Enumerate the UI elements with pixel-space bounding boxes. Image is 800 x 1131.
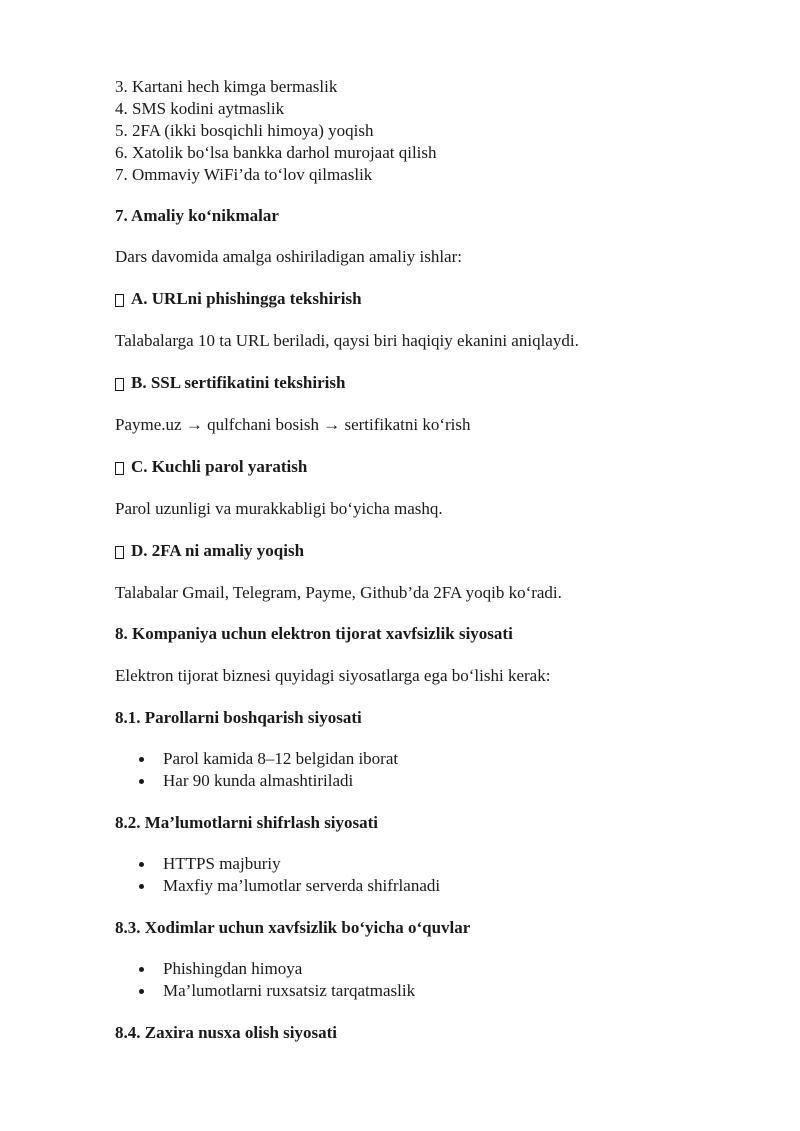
bullet-icon — [139, 884, 144, 889]
rule-item: 5. 2FA (ikki bosqichli himoya) yoqish — [115, 121, 374, 140]
subsection-8-3-list — [115, 958, 715, 1002]
list-item: Parol kamida 8–12 belgidan iborat — [139, 748, 715, 770]
rule-item: 7. Ommaviy WiFi’da to‘lov qilmaslik — [115, 165, 373, 184]
box-icon — [115, 378, 124, 391]
task-a-title: A. URLni phishingga tekshirish — [131, 289, 362, 308]
task-c-title: C. Kuchli parol yaratish — [131, 457, 308, 476]
task-d-heading — [115, 540, 715, 562]
rule-item: 4. SMS kodini aytmaslik — [115, 99, 285, 118]
box-icon — [115, 546, 124, 559]
bullet-icon — [139, 989, 144, 994]
subsection-8-1-list — [115, 748, 715, 792]
task-b-title: B. SSL sertifikatini tekshirish — [131, 373, 346, 392]
task-d-text: Talabalar Gmail, Telegram, Payme, Github’da 2FA yoqib ko‘radi. — [115, 583, 562, 602]
task-b-text: Payme.uz → qulfchani bosish → sertifikatni ko‘rish — [115, 415, 471, 434]
task-a-heading — [115, 288, 715, 310]
section-8-intro: Elektron tijorat biznesi quyidagi siyosatlarga ega bo‘lishi kerak: — [115, 666, 551, 685]
bullet-icon — [139, 862, 144, 867]
bullet-icon — [139, 967, 144, 972]
document-page — [115, 76, 715, 1044]
subsection-8-3-heading: 8.3. Xodimlar uchun xavfsizlik bo‘yicha o‘quvlar — [115, 918, 471, 937]
subsection-8-1-heading: 8.1. Parollarni boshqarish siyosati — [115, 708, 362, 727]
list-item: Ma’lumotlarni ruxsatsiz tarqatmaslik — [139, 980, 715, 1002]
rule-item: 6. Xatolik bo‘lsa bankka darhol murojaat qilish — [115, 143, 437, 162]
list-item: HTTPS majburiy — [139, 853, 715, 875]
task-d-title: D. 2FA ni amaliy yoqish — [131, 541, 305, 560]
task-c-text: Parol uzunligi va murakkabligi bo‘yicha mashq. — [115, 499, 443, 518]
rule-item: 3. Kartani hech kimga bermaslik — [115, 77, 338, 96]
task-c-heading — [115, 456, 715, 478]
bullet-icon — [139, 757, 144, 762]
bullet-icon — [139, 779, 144, 784]
rules-list — [115, 76, 715, 186]
list-item: Phishingdan himoya — [139, 958, 715, 980]
list-item: Maxfiy ma’lumotlar serverda shifrlanadi — [139, 875, 715, 897]
box-icon — [115, 294, 124, 307]
section-8-heading: 8. Kompaniya uchun elektron tijorat xavfsizlik siyosati — [115, 624, 513, 643]
section-7-intro: Dars davomida amalga oshiriladigan amaliy ishlar: — [115, 247, 462, 266]
task-a-text: Talabalarga 10 ta URL beriladi, qaysi biri haqiqiy ekanini aniqlaydi. — [115, 331, 579, 350]
subsection-8-2-list — [115, 853, 715, 897]
box-icon — [115, 462, 124, 475]
subsection-8-2-heading: 8.2. Ma’lumotlarni shifrlash siyosati — [115, 813, 379, 832]
list-item: Har 90 kunda almashtiriladi — [139, 770, 715, 792]
section-7-heading: 7. Amaliy ko‘nikmalar — [115, 206, 279, 225]
subsection-8-4-heading: 8.4. Zaxira nusxa olish siyosati — [115, 1023, 337, 1042]
task-b-heading — [115, 372, 715, 394]
